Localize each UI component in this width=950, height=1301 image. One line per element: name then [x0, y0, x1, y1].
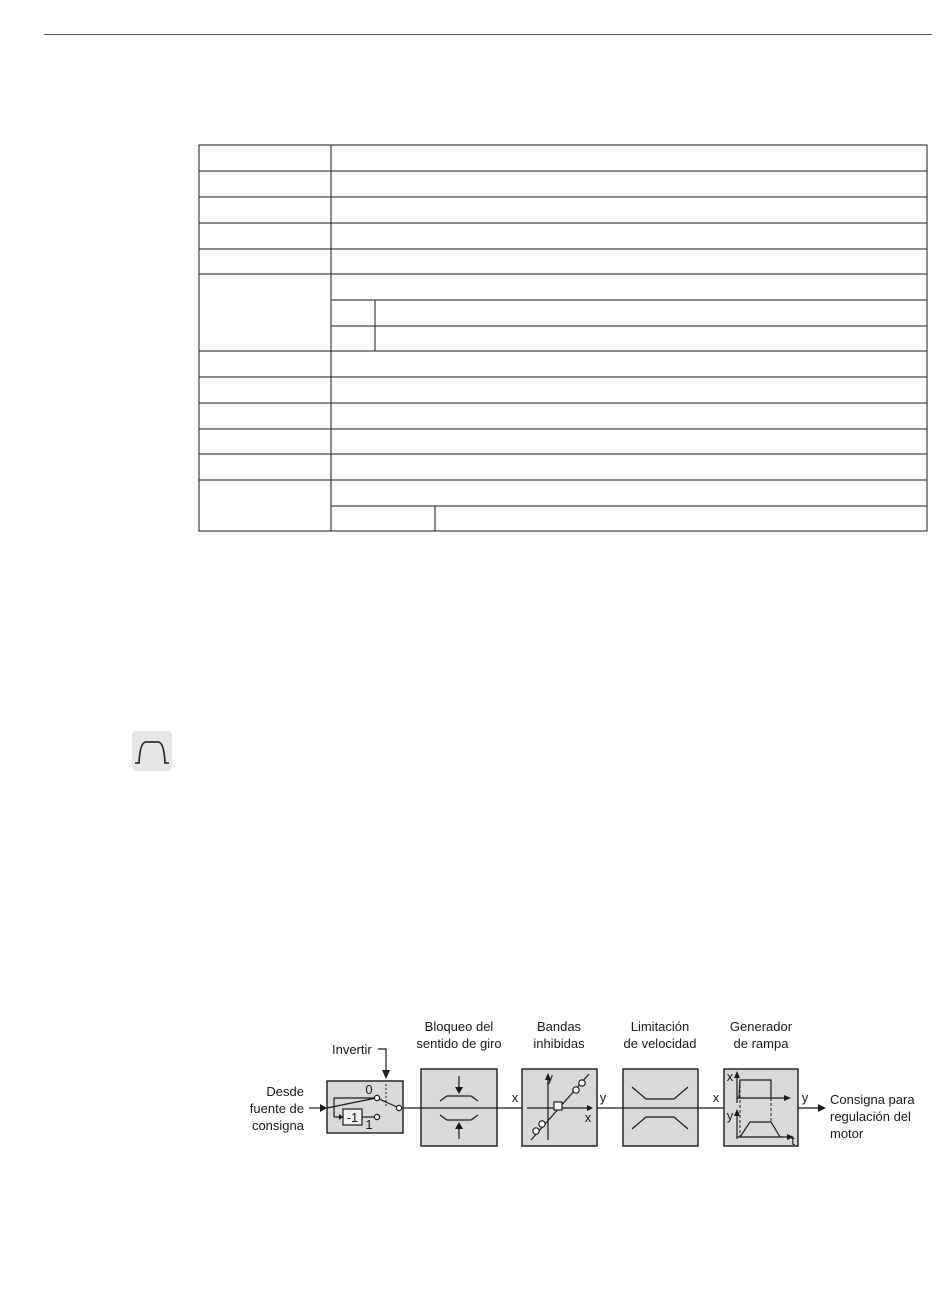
output-label-2: regulación del [830, 1109, 911, 1124]
invert-label: Invertir [332, 1042, 372, 1057]
direction-lock-block [421, 1069, 497, 1146]
skip-bands-label-2: inhibidas [533, 1036, 585, 1051]
arrow-head [320, 1104, 327, 1112]
setpoint-block-diagram [250, 1019, 916, 1148]
port-label-y: y [599, 1090, 607, 1105]
ramp-axis-y: y [726, 1108, 734, 1123]
skip-axis-y: y [546, 1070, 553, 1085]
skip-bands-label-1: Bandas [536, 1019, 582, 1034]
direction-lock-label-1: Bloqueo del [424, 1019, 494, 1034]
port-label-x: x [511, 1090, 519, 1105]
ramp-generator-label-2: de rampa [733, 1036, 789, 1051]
table-frame [199, 145, 927, 531]
speed-limit-block [623, 1069, 698, 1146]
speed-limit-label-2: de velocidad [623, 1036, 697, 1051]
speed-limit-label-1: Limitación [630, 1019, 690, 1034]
ramp-generator-label-1: Generador [729, 1019, 793, 1034]
ramp-generator-block [724, 1069, 798, 1148]
invert-gain-label: -1 [346, 1110, 359, 1125]
switch-pos-1-label: 1 [365, 1117, 373, 1132]
output-label-3: motor [830, 1126, 864, 1141]
direction-lock-label-2: sentido de giro [416, 1036, 502, 1051]
parameter-table [199, 145, 927, 531]
source-label-3: consigna [251, 1118, 304, 1133]
source-label-2: fuente de [249, 1101, 304, 1116]
port-label-y: y [801, 1090, 809, 1105]
skip-bands-block [522, 1069, 597, 1146]
invert-switch-block [327, 1081, 403, 1133]
source-label-1: Desde [266, 1084, 304, 1099]
ramp-axis-t: t [791, 1133, 795, 1148]
ramp-axis-x: x [726, 1069, 734, 1084]
arrow-head [818, 1104, 826, 1112]
port-label-x: x [712, 1090, 720, 1105]
arrow-head [382, 1070, 390, 1079]
skip-axis-x: x [584, 1110, 592, 1125]
switch-pos-0-label: 0 [365, 1082, 373, 1097]
output-label-1: Consigna para [830, 1092, 915, 1107]
ramp-function-icon [132, 731, 172, 771]
